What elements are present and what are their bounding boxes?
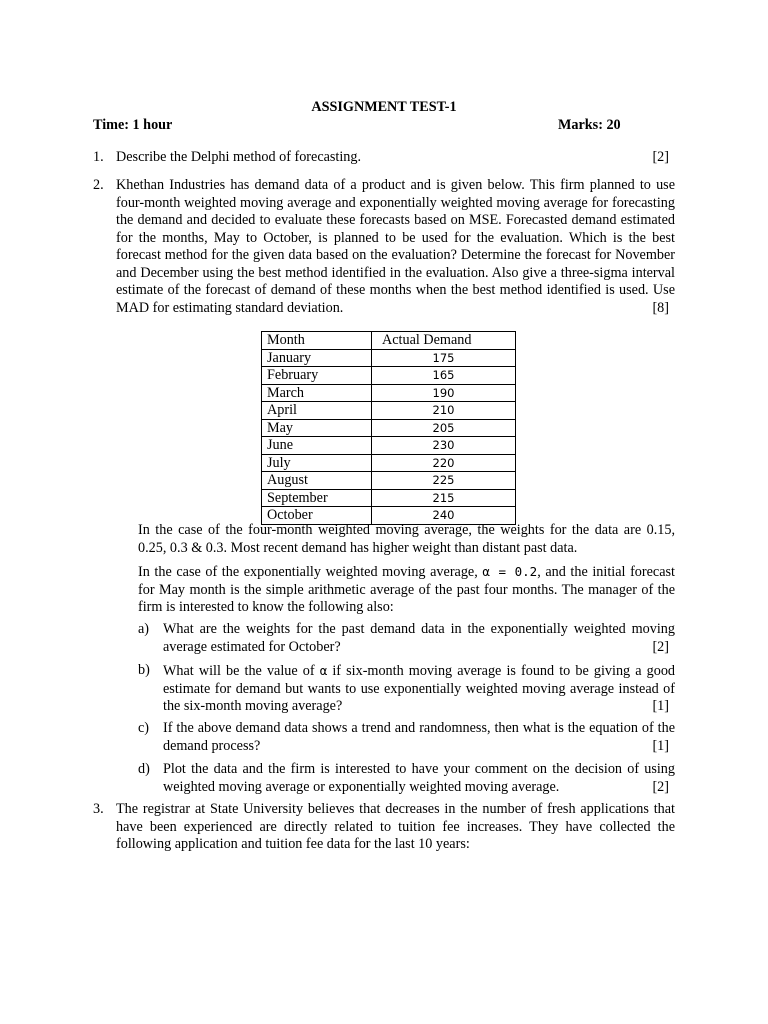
paragraph-text: In the case of the exponentially weighted moving average, — [138, 564, 478, 580]
alpha-value: α = 0.2 — [482, 564, 538, 579]
demand-cell: 210 — [372, 402, 516, 420]
question-2 — [93, 177, 675, 317]
sub-question-label: a) — [138, 621, 150, 637]
demand-cell: 230 — [372, 437, 516, 455]
month-cell: October — [262, 507, 372, 525]
table-row — [262, 349, 516, 367]
sub-question-text: What will be the value of — [163, 663, 315, 679]
exponential-paragraph — [138, 563, 675, 617]
page-title: ASSIGNMENT TEST-1 — [311, 99, 457, 115]
month-cell: January — [262, 349, 372, 367]
demand-cell: 225 — [372, 472, 516, 490]
question-text: Describe the Delphi method of forecasting. — [116, 149, 362, 165]
demand-cell: 240 — [372, 507, 516, 525]
month-cell: May — [262, 419, 372, 437]
sub-question-label: c) — [138, 720, 150, 736]
column-header-month: Month — [262, 332, 372, 350]
sub-question-text: if six-month moving average is found to be giving a good estimate for demand but wants to use exponentially weighted moving average instead of the six-month moving average? — [163, 663, 676, 714]
sub-question-marks: [1] — [652, 698, 669, 714]
month-cell: August — [262, 472, 372, 490]
sub-question-text: Plot the data and the firm is interested to have your comment on the decision of using weighted moving average or exponentially weighted moving average. — [163, 761, 675, 795]
sub-question-text: What are the weights for the past demand data in the exponentially weighted moving average estimated for October? — [163, 621, 675, 655]
sub-question-a — [138, 621, 675, 656]
question-number: 3. — [93, 801, 104, 817]
question-text: The registrar at State University believes that decreases in the number of fresh applications that have been experienced are directly related to tuition fee increases. They have collected the following application and tuition fee data for the last 10 years: — [116, 801, 675, 852]
month-cell: June — [262, 437, 372, 455]
table-row — [262, 472, 516, 490]
demand-cell: 165 — [372, 367, 516, 385]
paragraph-text: , and the initial forecast for May month is the simple arithmetic average of the past four months. The manager of the firm is interested to know the following also: — [138, 564, 675, 615]
month-cell: September — [262, 489, 372, 507]
sub-question-marks: [2] — [652, 778, 669, 795]
column-header-demand: Actual Demand — [372, 332, 516, 350]
demand-table — [261, 331, 516, 525]
table-row — [262, 489, 516, 507]
demand-cell: 215 — [372, 489, 516, 507]
question-marks: [8] — [652, 299, 669, 316]
table-row — [262, 384, 516, 402]
table-row — [262, 454, 516, 472]
question-number: 2. — [93, 177, 104, 193]
sub-question-text: If the above demand data shows a trend and randomness, then what is the equation of the demand process? — [163, 720, 675, 754]
demand-cell: 205 — [372, 419, 516, 437]
alpha-symbol: α — [319, 663, 328, 678]
table-row — [262, 402, 516, 420]
month-cell: April — [262, 402, 372, 420]
month-cell: July — [262, 454, 372, 472]
table-row — [262, 419, 516, 437]
month-cell: March — [262, 384, 372, 402]
month-cell: February — [262, 367, 372, 385]
question-3 — [93, 801, 675, 854]
sub-question-label: b) — [138, 662, 150, 678]
table-row — [262, 367, 516, 385]
sub-question-label: d) — [138, 761, 150, 777]
question-marks: [2] — [652, 149, 669, 165]
time-label: Time: 1 hour — [93, 117, 173, 133]
sub-question-marks: [1] — [652, 737, 669, 754]
sub-question-d — [138, 761, 675, 796]
table-row — [262, 437, 516, 455]
demand-cell: 190 — [372, 384, 516, 402]
question-number: 1. — [93, 149, 104, 165]
sub-question-b — [138, 662, 675, 716]
question-text: Khethan Industries has demand data of a product and is given below. This firm planned to use four-month weighted moving average and exponentially weighted moving average for forecasting the demand and decided to evaluate these forecasts based on MSE. Forecasted demand estimated for the months, May to October, is planned to be used for the evaluation. Which is the best forecast method for the given data based on the evaluation? Determine the forecast for November and December using the best method identified in the evaluation. Also give a three-sigma interval estimate of the forecast of demand of these months when the best method identified is used. Use MAD for estimating standard deviation. — [116, 177, 675, 316]
table-header-row — [262, 332, 516, 350]
sub-question-c — [138, 720, 675, 755]
weights-paragraph: In the case of the four-month weighted moving average, the weights for the data are 0.15, 0.25, 0.3 & 0.3. Most recent demand has higher weight than distant past data. — [138, 522, 675, 556]
sub-question-marks: [2] — [652, 638, 669, 655]
question-1 — [93, 149, 675, 167]
demand-cell: 175 — [372, 349, 516, 367]
demand-cell: 220 — [372, 454, 516, 472]
marks-label: Marks: 20 — [558, 117, 621, 133]
